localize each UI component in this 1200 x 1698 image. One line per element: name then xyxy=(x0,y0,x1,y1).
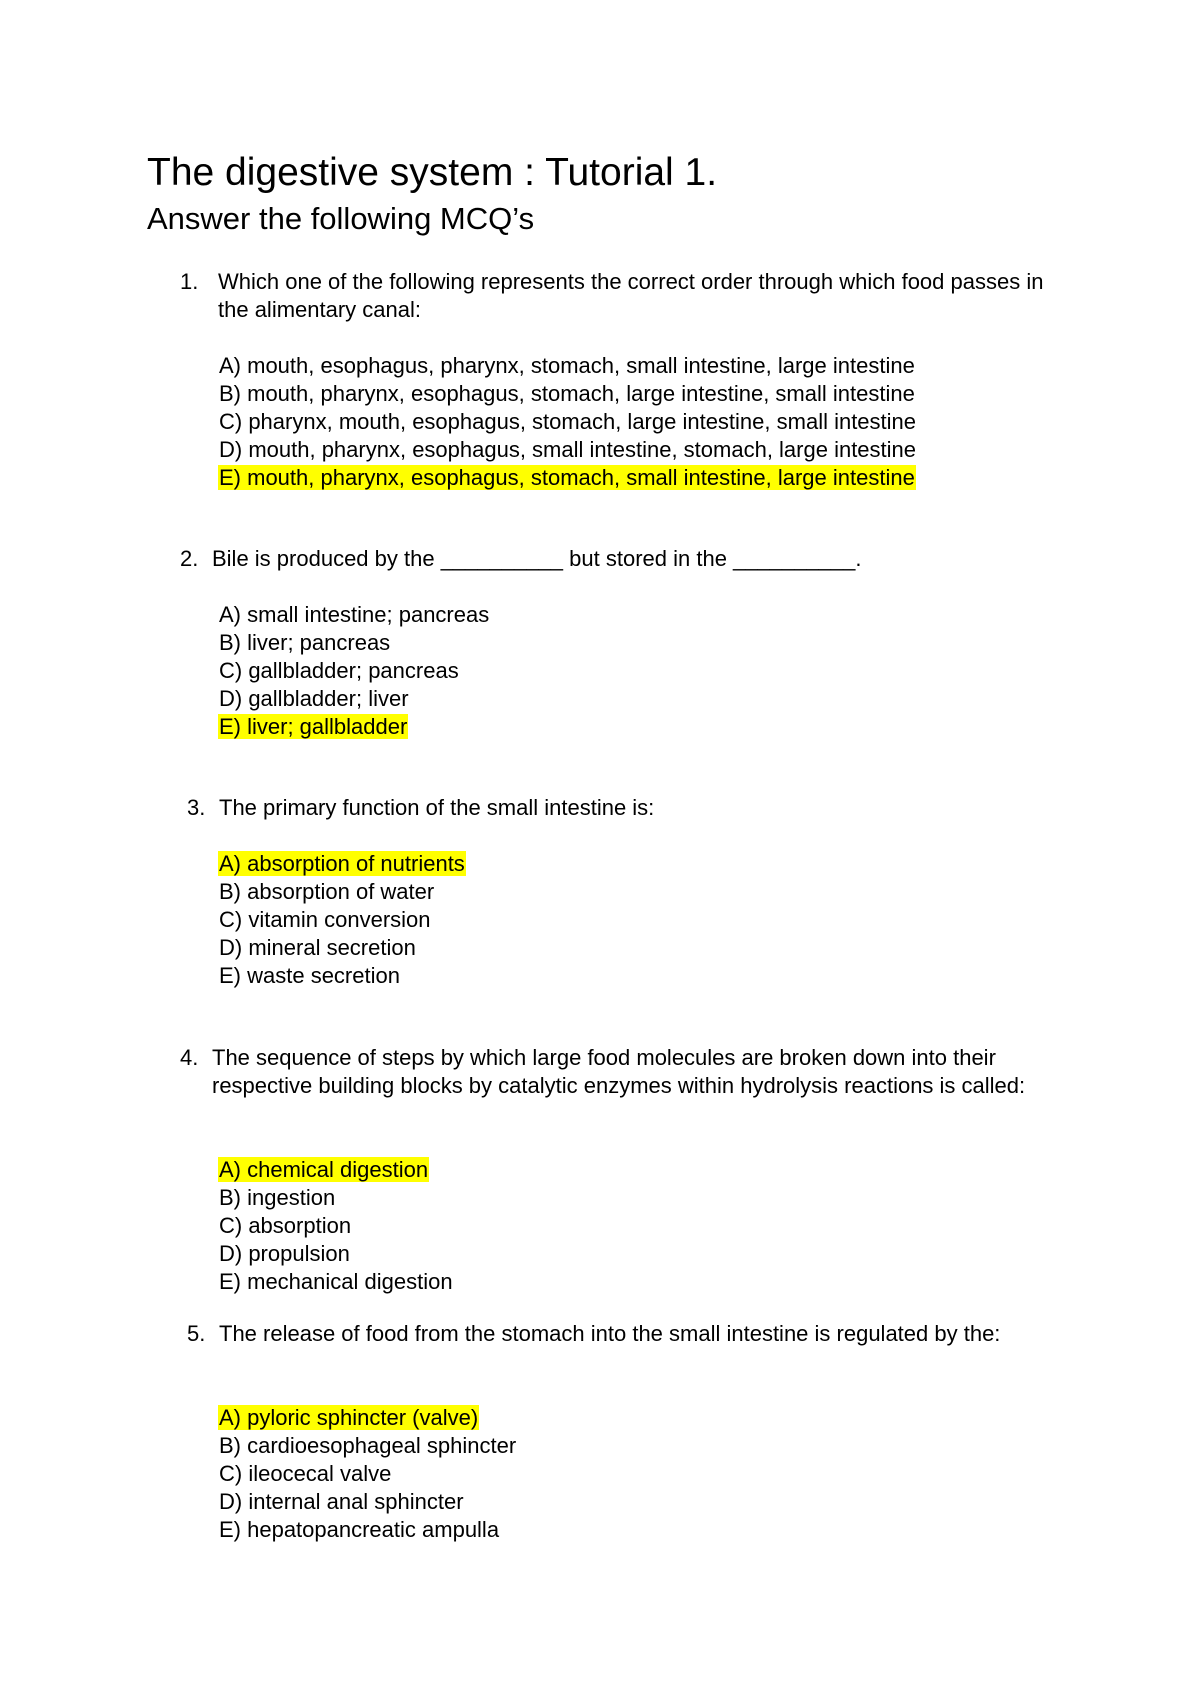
question-text: The release of food from the stomach into the small intestine is regulated by the: xyxy=(219,1321,1001,1346)
option-b: B) cardioesophageal sphincter xyxy=(219,1433,517,1458)
question-number: 4. xyxy=(180,1045,199,1070)
document-title: The digestive system : Tutorial 1. xyxy=(147,151,718,194)
option-c: C) absorption xyxy=(219,1213,352,1238)
option-d: D) propulsion xyxy=(219,1241,350,1266)
option-a: A) small intestine; pancreas xyxy=(219,602,490,627)
option-d: D) mouth, pharynx, esophagus, small intestine, stomach, large intestine xyxy=(219,437,917,462)
question-text: Bile is produced by the __________ but stored in the __________. xyxy=(212,546,862,571)
option-e: E) waste secretion xyxy=(219,963,400,988)
option-e-highlighted: E) liver; gallbladder xyxy=(219,714,408,739)
option-b: B) liver; pancreas xyxy=(219,630,391,655)
option-b: B) mouth, pharynx, esophagus, stomach, large intestine, small intestine xyxy=(219,381,915,406)
options-list xyxy=(218,601,490,741)
question-number: 5. xyxy=(187,1321,206,1346)
option-b: B) absorption of water xyxy=(219,879,435,904)
option-d: D) mineral secretion xyxy=(219,935,416,960)
options-list xyxy=(218,850,466,990)
option-a: A) mouth, esophagus, pharynx, stomach, small intestine, large intestine xyxy=(219,353,915,378)
options-list xyxy=(218,1404,517,1544)
options-list xyxy=(218,352,917,492)
option-a-highlighted: A) pyloric sphincter (valve) xyxy=(219,1405,479,1430)
question-text: Which one of the following represents the correct order through which food passes in the alimentary canal: xyxy=(218,269,1044,322)
option-e: E) mechanical digestion xyxy=(219,1269,453,1294)
question-text: The sequence of steps by which large food molecules are broken down into their respective building blocks by catalytic enzymes within hydrolysis reactions is called: xyxy=(212,1045,1026,1098)
option-c: C) pharynx, mouth, esophagus, stomach, large intestine, small intestine xyxy=(219,409,917,434)
document-subtitle: Answer the following MCQ’s xyxy=(147,201,535,236)
option-c: C) ileocecal valve xyxy=(219,1461,392,1486)
option-e: E) hepatopancreatic ampulla xyxy=(219,1517,500,1542)
question-text: The primary function of the small intestine is: xyxy=(219,795,655,820)
option-a-highlighted: A) absorption of nutrients xyxy=(219,851,465,876)
question-number: 2. xyxy=(180,546,199,571)
option-a-highlighted: A) chemical digestion xyxy=(219,1157,429,1182)
option-d: D) internal anal sphincter xyxy=(219,1489,464,1514)
options-list xyxy=(218,1156,454,1296)
question-number: 1. xyxy=(180,269,199,294)
option-d: D) gallbladder; liver xyxy=(219,686,409,711)
option-c: C) gallbladder; pancreas xyxy=(219,658,459,683)
question-number: 3. xyxy=(187,795,206,820)
option-e-highlighted: E) mouth, pharynx, esophagus, stomach, small intestine, large intestine xyxy=(219,465,915,490)
option-b: B) ingestion xyxy=(219,1185,336,1210)
option-c: C) vitamin conversion xyxy=(219,907,431,932)
